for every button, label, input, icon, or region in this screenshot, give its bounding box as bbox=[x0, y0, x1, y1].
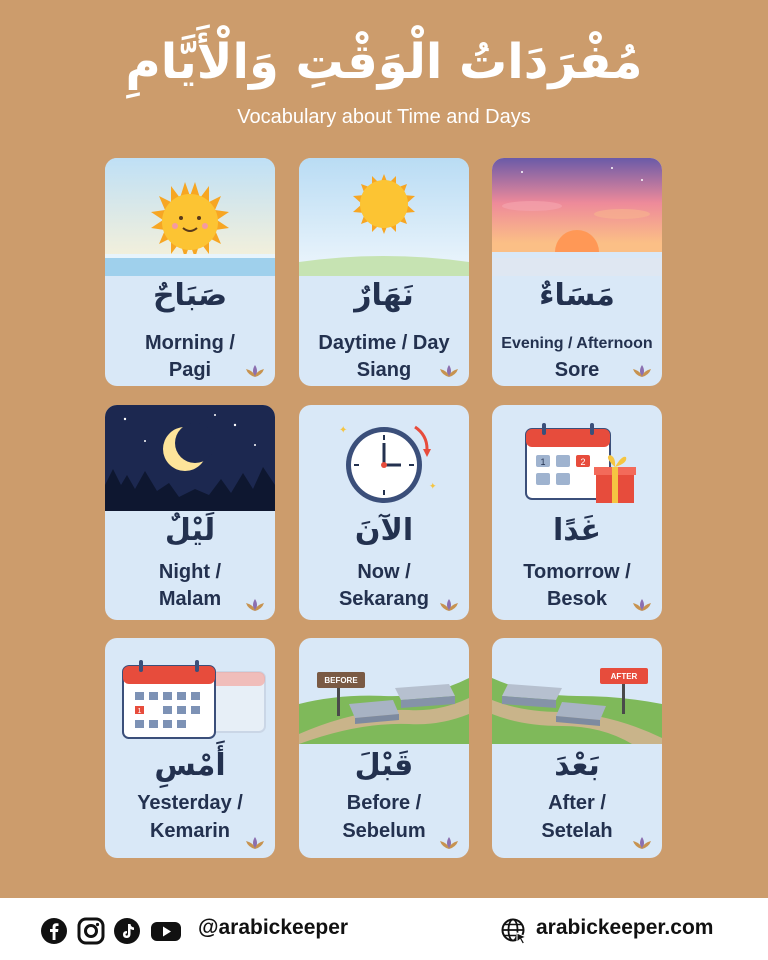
word-arabic: لَيْلٌ bbox=[164, 513, 216, 548]
lotus-icon bbox=[245, 836, 265, 850]
sunrise-icon bbox=[105, 158, 275, 276]
svg-text:✦: ✦ bbox=[429, 482, 437, 492]
word-arabic: أَمْسِ bbox=[154, 748, 226, 783]
lotus-icon bbox=[439, 598, 459, 612]
word-arabic: نَهَارٌ bbox=[354, 278, 414, 313]
lotus-icon bbox=[439, 836, 459, 850]
word-indonesian: Sekarang bbox=[338, 588, 430, 610]
word-english: Tomorrow / bbox=[523, 561, 631, 583]
word-english: Night / bbox=[158, 561, 222, 583]
calendar-gift-icon bbox=[492, 405, 662, 511]
lotus-icon bbox=[632, 364, 652, 378]
word-arabic: مَسَاءٌ bbox=[539, 278, 615, 313]
card-tomorrow bbox=[492, 405, 662, 620]
after-sign-icon bbox=[492, 638, 662, 744]
website-link[interactable]: arabickeeper.com bbox=[536, 916, 714, 939]
card-evening bbox=[492, 158, 662, 386]
card-after bbox=[492, 638, 662, 858]
word-indonesian: Malam bbox=[158, 588, 222, 610]
page-subtitle: Vocabulary about Time and Days bbox=[237, 106, 531, 128]
card-before bbox=[299, 638, 469, 858]
word-indonesian: Sore bbox=[554, 359, 600, 381]
lotus-icon bbox=[245, 598, 265, 612]
sunset-icon bbox=[492, 158, 662, 276]
calendar-number: 1 bbox=[540, 457, 546, 467]
tiktok-icon[interactable] bbox=[113, 917, 141, 945]
card-morning bbox=[105, 158, 275, 386]
word-english: Now / bbox=[357, 561, 411, 583]
word-english: Morning / bbox=[145, 332, 235, 354]
clock-icon bbox=[299, 405, 469, 511]
before-sign-label: BEFORE bbox=[324, 676, 358, 685]
sun-icon bbox=[299, 158, 469, 276]
card-now bbox=[299, 405, 469, 620]
svg-text:✦: ✦ bbox=[339, 425, 348, 436]
page-title-arabic: مُفْرَدَاتُ الْوَقْتِ وَالْأَيَّامِ bbox=[125, 34, 643, 90]
word-english: Before / bbox=[346, 792, 422, 814]
word-indonesian: Siang bbox=[356, 359, 412, 381]
after-sign-label: AFTER bbox=[610, 672, 638, 681]
word-arabic: غَدًا bbox=[552, 513, 602, 548]
word-arabic: الآنَ bbox=[354, 513, 414, 548]
word-indonesian: Pagi bbox=[168, 359, 212, 381]
before-sign-icon bbox=[299, 638, 469, 744]
globe-icon bbox=[500, 917, 528, 945]
facebook-icon[interactable] bbox=[40, 917, 68, 945]
calendar-icon bbox=[105, 638, 275, 744]
lotus-icon bbox=[632, 598, 652, 612]
lotus-icon bbox=[245, 364, 265, 378]
card-daytime bbox=[299, 158, 469, 386]
moon-icon bbox=[105, 405, 275, 511]
word-indonesian: Kemarin bbox=[149, 820, 231, 842]
instagram-icon[interactable] bbox=[77, 917, 105, 945]
word-arabic: صَبَاحٌ bbox=[152, 278, 228, 313]
card-yesterday bbox=[105, 638, 275, 858]
word-english: After / bbox=[548, 792, 606, 814]
lotus-icon bbox=[439, 364, 459, 378]
word-indonesian: Setelah bbox=[541, 820, 613, 842]
word-english: Evening / Afternoon bbox=[501, 335, 653, 352]
word-indonesian: Besok bbox=[546, 588, 608, 610]
calendar-number: 1 bbox=[137, 708, 142, 715]
word-arabic: بَعْدَ bbox=[554, 748, 600, 783]
word-english: Daytime / Day bbox=[318, 332, 450, 354]
calendar-number: 2 bbox=[580, 457, 586, 467]
lotus-icon bbox=[632, 836, 652, 850]
youtube-icon[interactable] bbox=[150, 917, 182, 945]
word-arabic: قَبْلَ bbox=[354, 748, 414, 783]
word-indonesian: Sebelum bbox=[342, 820, 426, 842]
social-handle[interactable]: @arabickeeper bbox=[198, 916, 349, 939]
card-night bbox=[105, 405, 275, 620]
word-english: Yesterday / bbox=[137, 792, 243, 814]
